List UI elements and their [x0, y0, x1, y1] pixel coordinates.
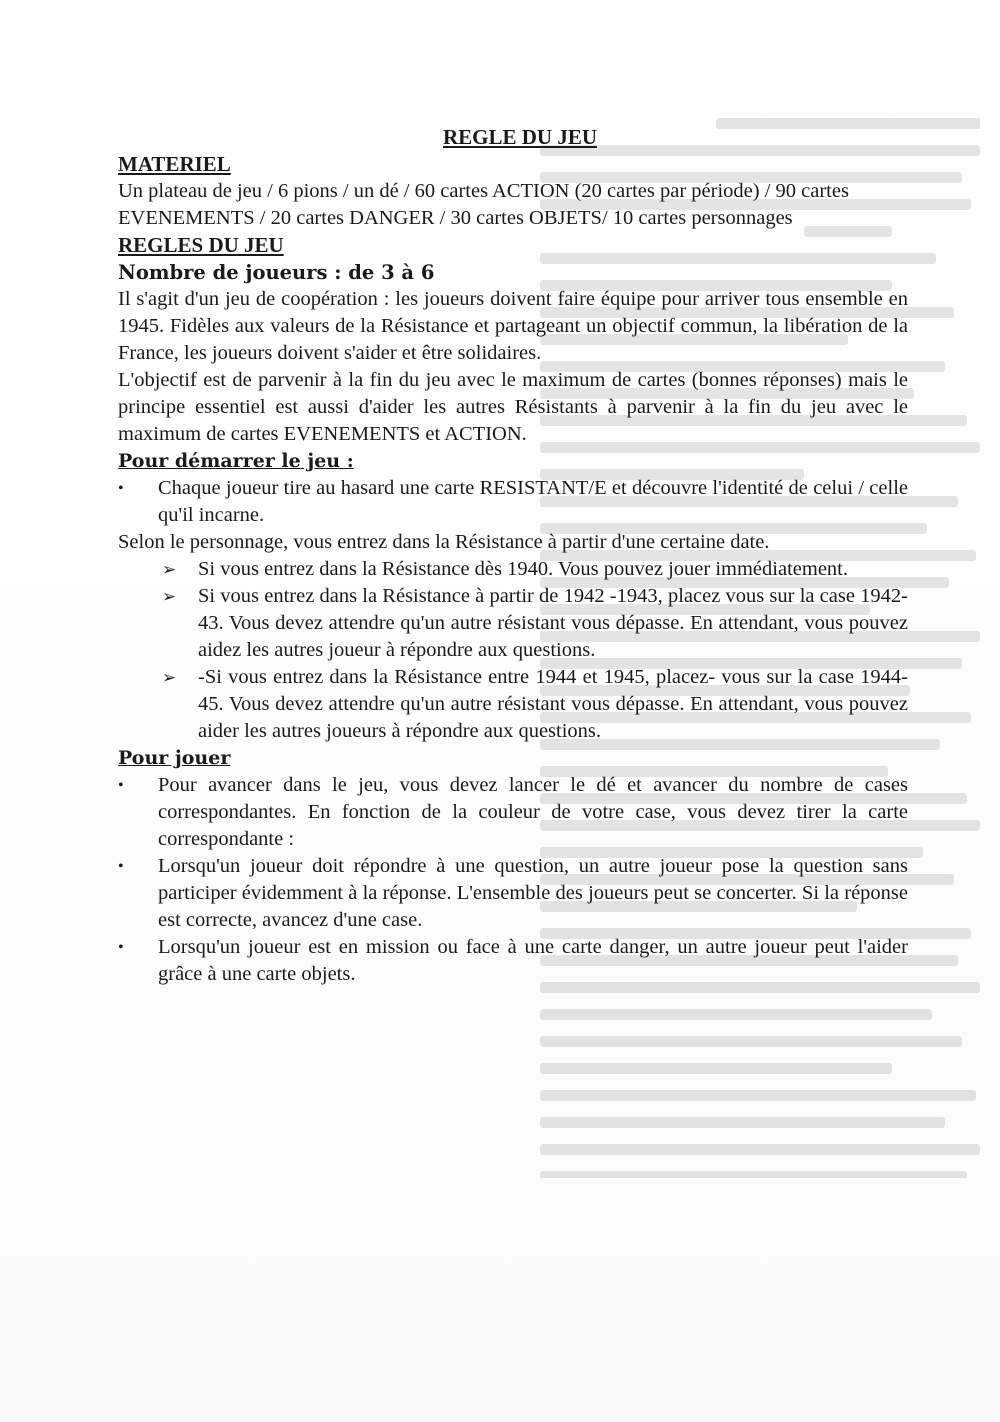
bullet-icon: • [118, 777, 124, 794]
regles-heading: REGLES DU JEU [118, 233, 284, 257]
bullet-icon: • [118, 939, 124, 956]
arrow-bullet-icon: ➢ [162, 668, 177, 687]
list-item [118, 664, 908, 745]
list-item-text: Pour avancer dans le jeu, vous devez lancer le dé et avancer du nombre de cases correspondantes. En fonction de la couleur de votre case, vous devez tirer la carte correspondante : [158, 774, 908, 850]
list-item [118, 475, 908, 529]
list-item-text: Lorsqu'un joueur doit répondre à une question, un autre joueur pose la question sans participer évidemment à la réponse. L'ensemble des joueurs peut se concerter. Si la réponse est correcte, avancez d'une case. [158, 855, 908, 931]
materiel-heading: MATERIEL [118, 152, 231, 176]
intro-paragraph-1: Il s'agit d'un jeu de coopération : les joueurs doivent faire équipe pour arriver tous ensemble en 1945. Fidèles aux valeurs de la Résistance et partageant un objectif commun, la libération de la France, les joueurs doivent s'aider et être solidaires. [118, 288, 908, 364]
list-item [118, 556, 908, 583]
list-item-text: Lorsqu'un joueur est en mission ou face à une carte danger, un autre joueur peut l'aider grâce à une carte objets. [158, 936, 908, 985]
page-title: REGLE DU JEU [442, 125, 598, 149]
list-item-text: Si vous entrez dans la Résistance à partir de 1942 -1943, placez vous sur la case 1942- 43. Vous devez attendre qu'un autre résistant vous dépasse. En attendant, vous pouvez aidez les autres joueur à répondre aux questions. [198, 585, 908, 661]
list-item-text: Si vous entrez dans la Résistance dès 1940. Vous pouvez jouer immédiatement. [198, 558, 848, 580]
bullet-icon: • [118, 858, 124, 875]
demarrer-heading: Pour démarrer le jeu : [118, 450, 354, 472]
list-item-text: Chaque joueur tire au hasard une carte RESISTANT/E et découvre l'identité de celui / celle qu'il incarne. [158, 477, 908, 526]
list-item [118, 934, 908, 988]
list-item-text: -Si vous entrez dans la Résistance entre 1944 et 1945, placez- vous sur la case 1944- 45. Vous devez attendre qu'un autre résistant vous dépasse. En attendant, vous pouvez aider les autres joueurs à répondre aux questions. [198, 666, 908, 742]
arrow-bullet-icon: ➢ [162, 587, 177, 606]
jouer-heading: Pour jouer [118, 747, 231, 769]
intro-paragraph-2: L'objectif est de parvenir à la fin du jeu avec le maximum de cartes (bonnes réponses) mais le principe essentiel est aussi d'aider les autres Résistants à parvenir à la fin du jeu avec le maximum de cartes EVENEMENTS et ACTION. [118, 369, 908, 445]
nombre-joueurs: Nombre de joueurs : de 3 à 6 [118, 261, 435, 284]
list-item [118, 853, 908, 934]
bullet-icon: • [118, 480, 124, 497]
list-item [118, 583, 908, 664]
arrow-bullet-icon: ➢ [162, 560, 177, 579]
selon-text: Selon le personnage, vous entrez dans la Résistance à partir d'une certaine date. [118, 531, 770, 553]
list-item [118, 772, 908, 853]
document-body [118, 124, 908, 988]
materiel-text: Un plateau de jeu / 6 pions / un dé / 60 cartes ACTION (20 cartes par période) / 90 cartes EVENEMENTS / 20 cartes DANGER / 30 cartes OBJETS/ 10 cartes personnages [118, 180, 849, 229]
